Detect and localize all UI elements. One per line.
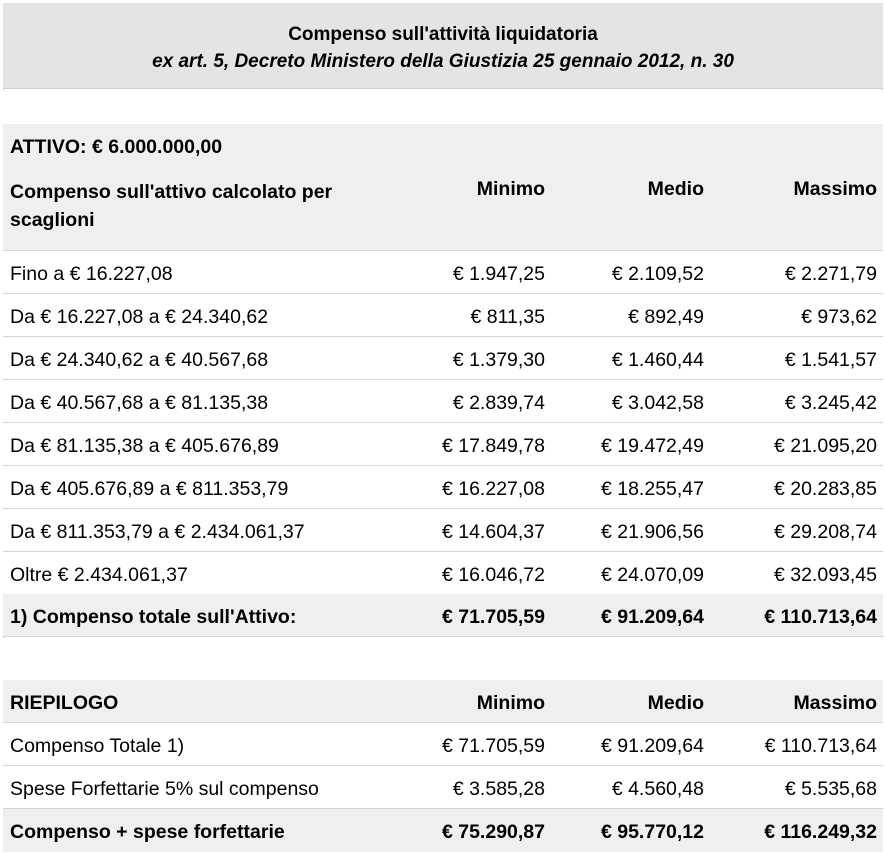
document-subtitle: ex art. 5, Decreto Ministero della Giustizia 25 gennaio 2012, n. 30 <box>152 51 734 72</box>
row-min: € 14.604,37 <box>441 521 545 543</box>
row-min: € 2.839,74 <box>452 392 545 414</box>
riepilogo-total-med: € 95.770,12 <box>600 821 704 843</box>
row-label: Spese Forfettarie 5% sul compenso <box>10 778 319 800</box>
document-header <box>3 3 883 89</box>
table-row <box>3 294 883 337</box>
row-label: Compenso Totale 1) <box>10 735 185 757</box>
row-med: € 1.460,44 <box>611 349 704 371</box>
riepilogo-header-max: Massimo <box>793 692 877 714</box>
row-med: € 2.109,52 <box>611 263 704 285</box>
spacer-row <box>3 638 883 680</box>
row-med: € 24.070,09 <box>600 564 704 586</box>
document-title: Compenso sull'attività liquidatoria <box>288 24 598 45</box>
row-min: € 16.046,72 <box>441 564 545 586</box>
row-max: € 29.208,74 <box>773 521 877 543</box>
row-max: € 32.093,45 <box>773 564 877 586</box>
row-min: € 16.227,08 <box>441 478 545 500</box>
row-min: € 17.849,78 <box>441 435 545 457</box>
spacer-row <box>3 90 883 124</box>
riepilogo-total-label: Compenso + spese forfettarie <box>10 821 285 843</box>
row-med: € 91.209,64 <box>600 735 704 757</box>
total-med: € 91.209,64 <box>600 606 704 628</box>
row-max: € 110.713,64 <box>764 735 877 757</box>
row-med: € 3.042,58 <box>611 392 704 414</box>
row-label: Da € 81.135,38 a € 405.676,89 <box>10 435 279 457</box>
row-min: € 811,35 <box>470 306 545 328</box>
table-row <box>3 251 883 294</box>
row-label: Da € 405.676,89 a € 811.353,79 <box>10 478 289 500</box>
row-max: € 21.095,20 <box>773 435 877 457</box>
scaglioni-header-row <box>3 166 883 251</box>
table-row <box>3 552 883 595</box>
table-row <box>3 766 883 809</box>
row-max: € 973,62 <box>801 306 877 328</box>
attivo-label: ATTIVO: € 6.000.000,00 <box>10 136 223 158</box>
riepilogo-total-max: € 116.249,32 <box>764 821 877 843</box>
row-label: Da € 811.353,79 a € 2.434.061,37 <box>10 521 305 543</box>
row-med: € 892,49 <box>628 306 704 328</box>
header-min: Minimo <box>476 178 545 200</box>
table-row <box>3 466 883 509</box>
row-label: Fino a € 16.227,08 <box>10 263 173 285</box>
riepilogo-header-min: Minimo <box>476 692 545 714</box>
row-label: Da € 24.340,62 a € 40.567,68 <box>10 349 269 371</box>
total-max: € 110.713,64 <box>764 606 877 628</box>
riepilogo-header-row <box>3 680 883 723</box>
table-row <box>3 509 883 552</box>
riepilogo-total-row <box>3 809 883 852</box>
table-row <box>3 423 883 466</box>
row-med: € 18.255,47 <box>600 478 704 500</box>
header-med: Medio <box>647 178 704 200</box>
riepilogo-header-label: RIEPILOGO <box>10 692 119 714</box>
riepilogo-header-med: Medio <box>647 692 704 714</box>
table-row <box>3 723 883 766</box>
row-max: € 20.283,85 <box>773 478 877 500</box>
row-min: € 1.947,25 <box>452 263 545 285</box>
row-label: Oltre € 2.434.061,37 <box>10 564 188 586</box>
row-max: € 5.535,68 <box>784 778 877 800</box>
row-min: € 1.379,30 <box>452 349 545 371</box>
table-row <box>3 380 883 423</box>
row-med: € 19.472,49 <box>600 435 704 457</box>
row-min: € 71.705,59 <box>441 735 545 757</box>
row-max: € 2.271,79 <box>784 263 877 285</box>
attivo-row <box>3 124 883 166</box>
header-max: Massimo <box>793 178 877 200</box>
row-med: € 21.906,56 <box>600 521 704 543</box>
row-max: € 1.541,57 <box>784 349 877 371</box>
table-row <box>3 337 883 380</box>
riepilogo-total-min: € 75.290,87 <box>441 821 545 843</box>
row-label: Da € 16.227,08 a € 24.340,62 <box>10 306 269 328</box>
row-med: € 4.560,48 <box>611 778 704 800</box>
total-min: € 71.705,59 <box>441 606 545 628</box>
row-min: € 3.585,28 <box>452 778 545 800</box>
attivo-total-row <box>3 594 883 637</box>
row-max: € 3.245,42 <box>784 392 877 414</box>
scaglioni-header-label: Compenso sull'attivo calcolato per scaglioni <box>10 181 333 231</box>
row-label: Da € 40.567,68 a € 81.135,38 <box>10 392 269 414</box>
total-label: 1) Compenso totale sull'Attivo: <box>10 606 297 628</box>
